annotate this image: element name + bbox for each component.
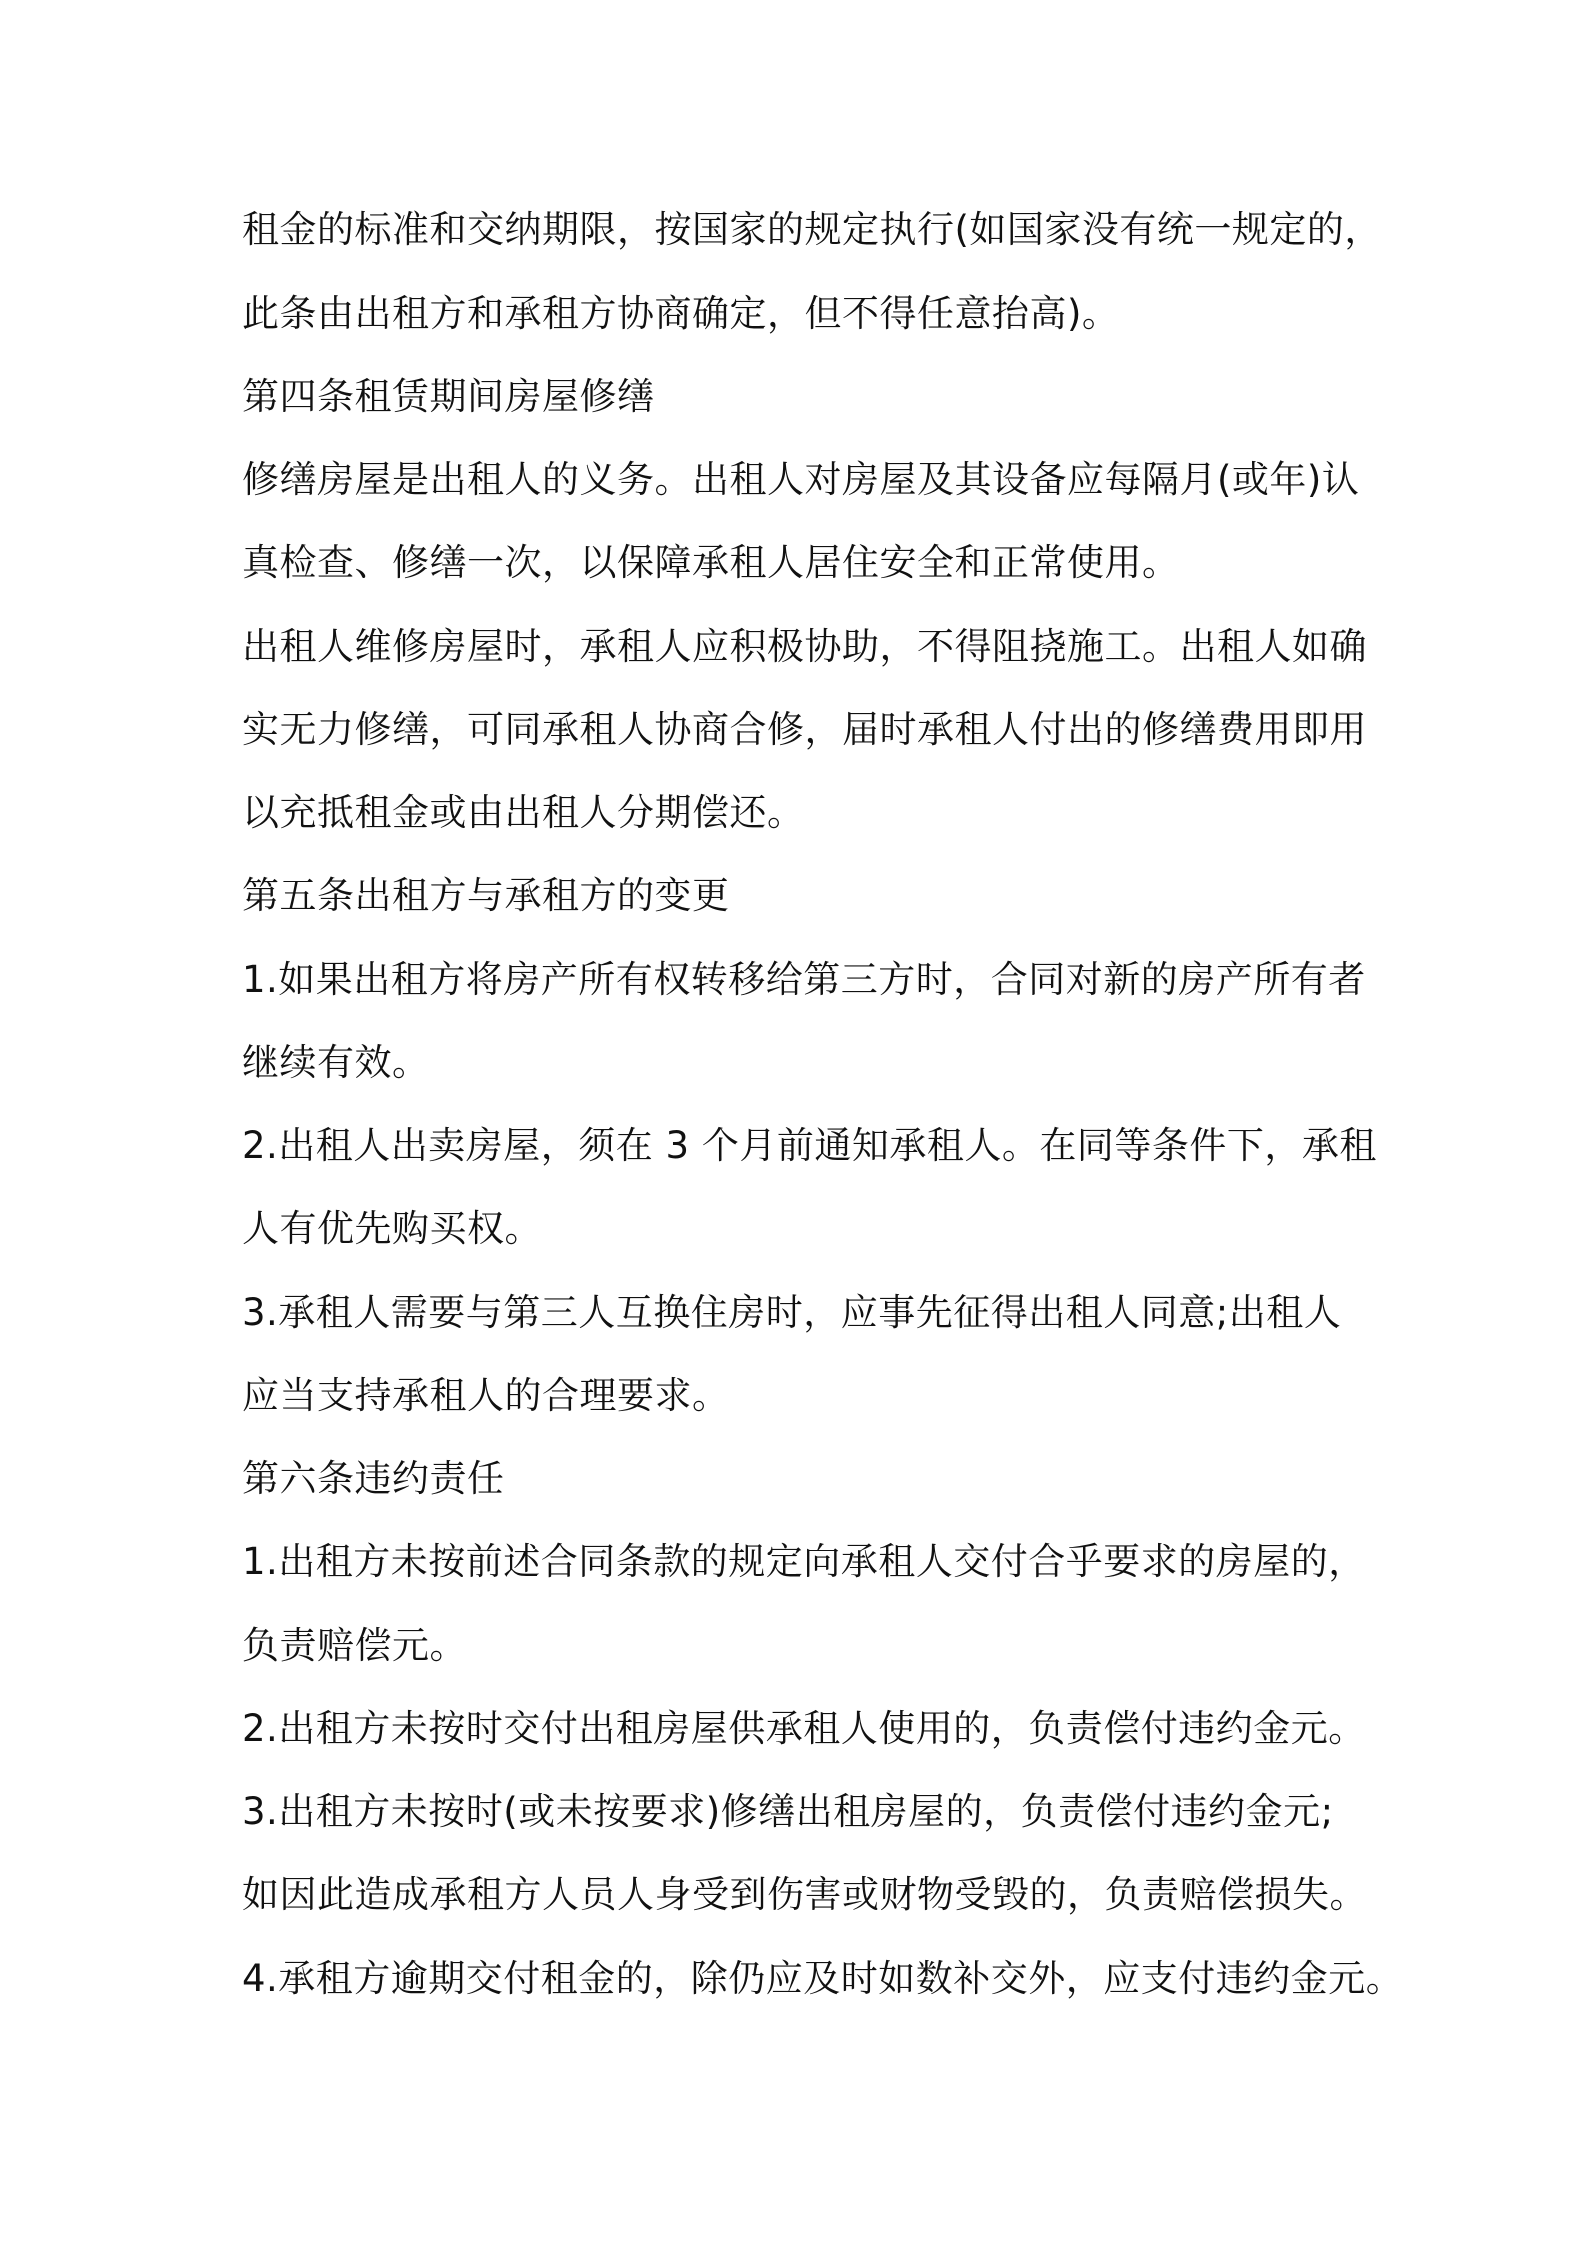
text-line: 1.如果出租方将房产所有权转移给第三方时，合同对新的房产所有者 xyxy=(242,958,1366,1001)
text-line: 2.出租人出卖房屋，须在 3 个月前通知承租人。在同等条件下，承租 xyxy=(242,1124,1377,1167)
text-line: 继续有效。 xyxy=(242,1041,430,1084)
text-line: 负责赔偿元。 xyxy=(242,1624,467,1667)
text-line: 4.承租方逾期交付租金的，除仍应及时如数补交外，应支付违约金元。 xyxy=(242,1957,1404,2000)
text-line: 以充抵租金或由出租人分期偿还。 xyxy=(242,791,805,834)
text-line: 实无力修缮，可同承租人协商合修，届时承租人付出的修缮费用即用 xyxy=(242,708,1367,751)
text-line: 2.出租方未按时交付出租房屋供承租人使用的，负责偿付违约金元。 xyxy=(242,1707,1366,1750)
text-line: 3.出租方未按时(或未按要求)修缮出租房屋的，负责偿付违约金元; xyxy=(242,1790,1334,1833)
text-line: 租金的标准和交纳期限，按国家的规定执行(如国家没有统一规定的， xyxy=(242,208,1382,251)
text-line: 应当支持承租人的合理要求。 xyxy=(242,1374,730,1417)
text-line: 出租人维修房屋时，承租人应积极协助，不得阻挠施工。出租人如确 xyxy=(242,625,1367,668)
text-line: 人有优先购买权。 xyxy=(242,1207,542,1250)
text-line: 真检查、修缮一次，以保障承租人居住安全和正常使用。 xyxy=(242,541,1180,584)
text-line: 3.承租人需要与第三人互换住房时，应事先征得出租人同意;出租人 xyxy=(242,1291,1342,1334)
text-line: 1.出租方未按前述合同条款的规定向承租人交付合乎要求的房屋的， xyxy=(242,1540,1366,1583)
text-line: 此条由出租方和承租方协商确定，但不得任意抬高)。 xyxy=(242,292,1120,335)
section-heading: 第六条违约责任 xyxy=(242,1457,505,1500)
section-heading: 第五条出租方与承租方的变更 xyxy=(242,874,730,917)
section-heading: 第四条租赁期间房屋修缮 xyxy=(242,375,655,418)
text-line: 如因此造成承租方人员人身受到伤害或财物受毁的，负责赔偿损失。 xyxy=(242,1873,1367,1916)
text-line: 修缮房屋是出租人的义务。出租人对房屋及其设备应每隔月(或年)认 xyxy=(242,458,1360,501)
